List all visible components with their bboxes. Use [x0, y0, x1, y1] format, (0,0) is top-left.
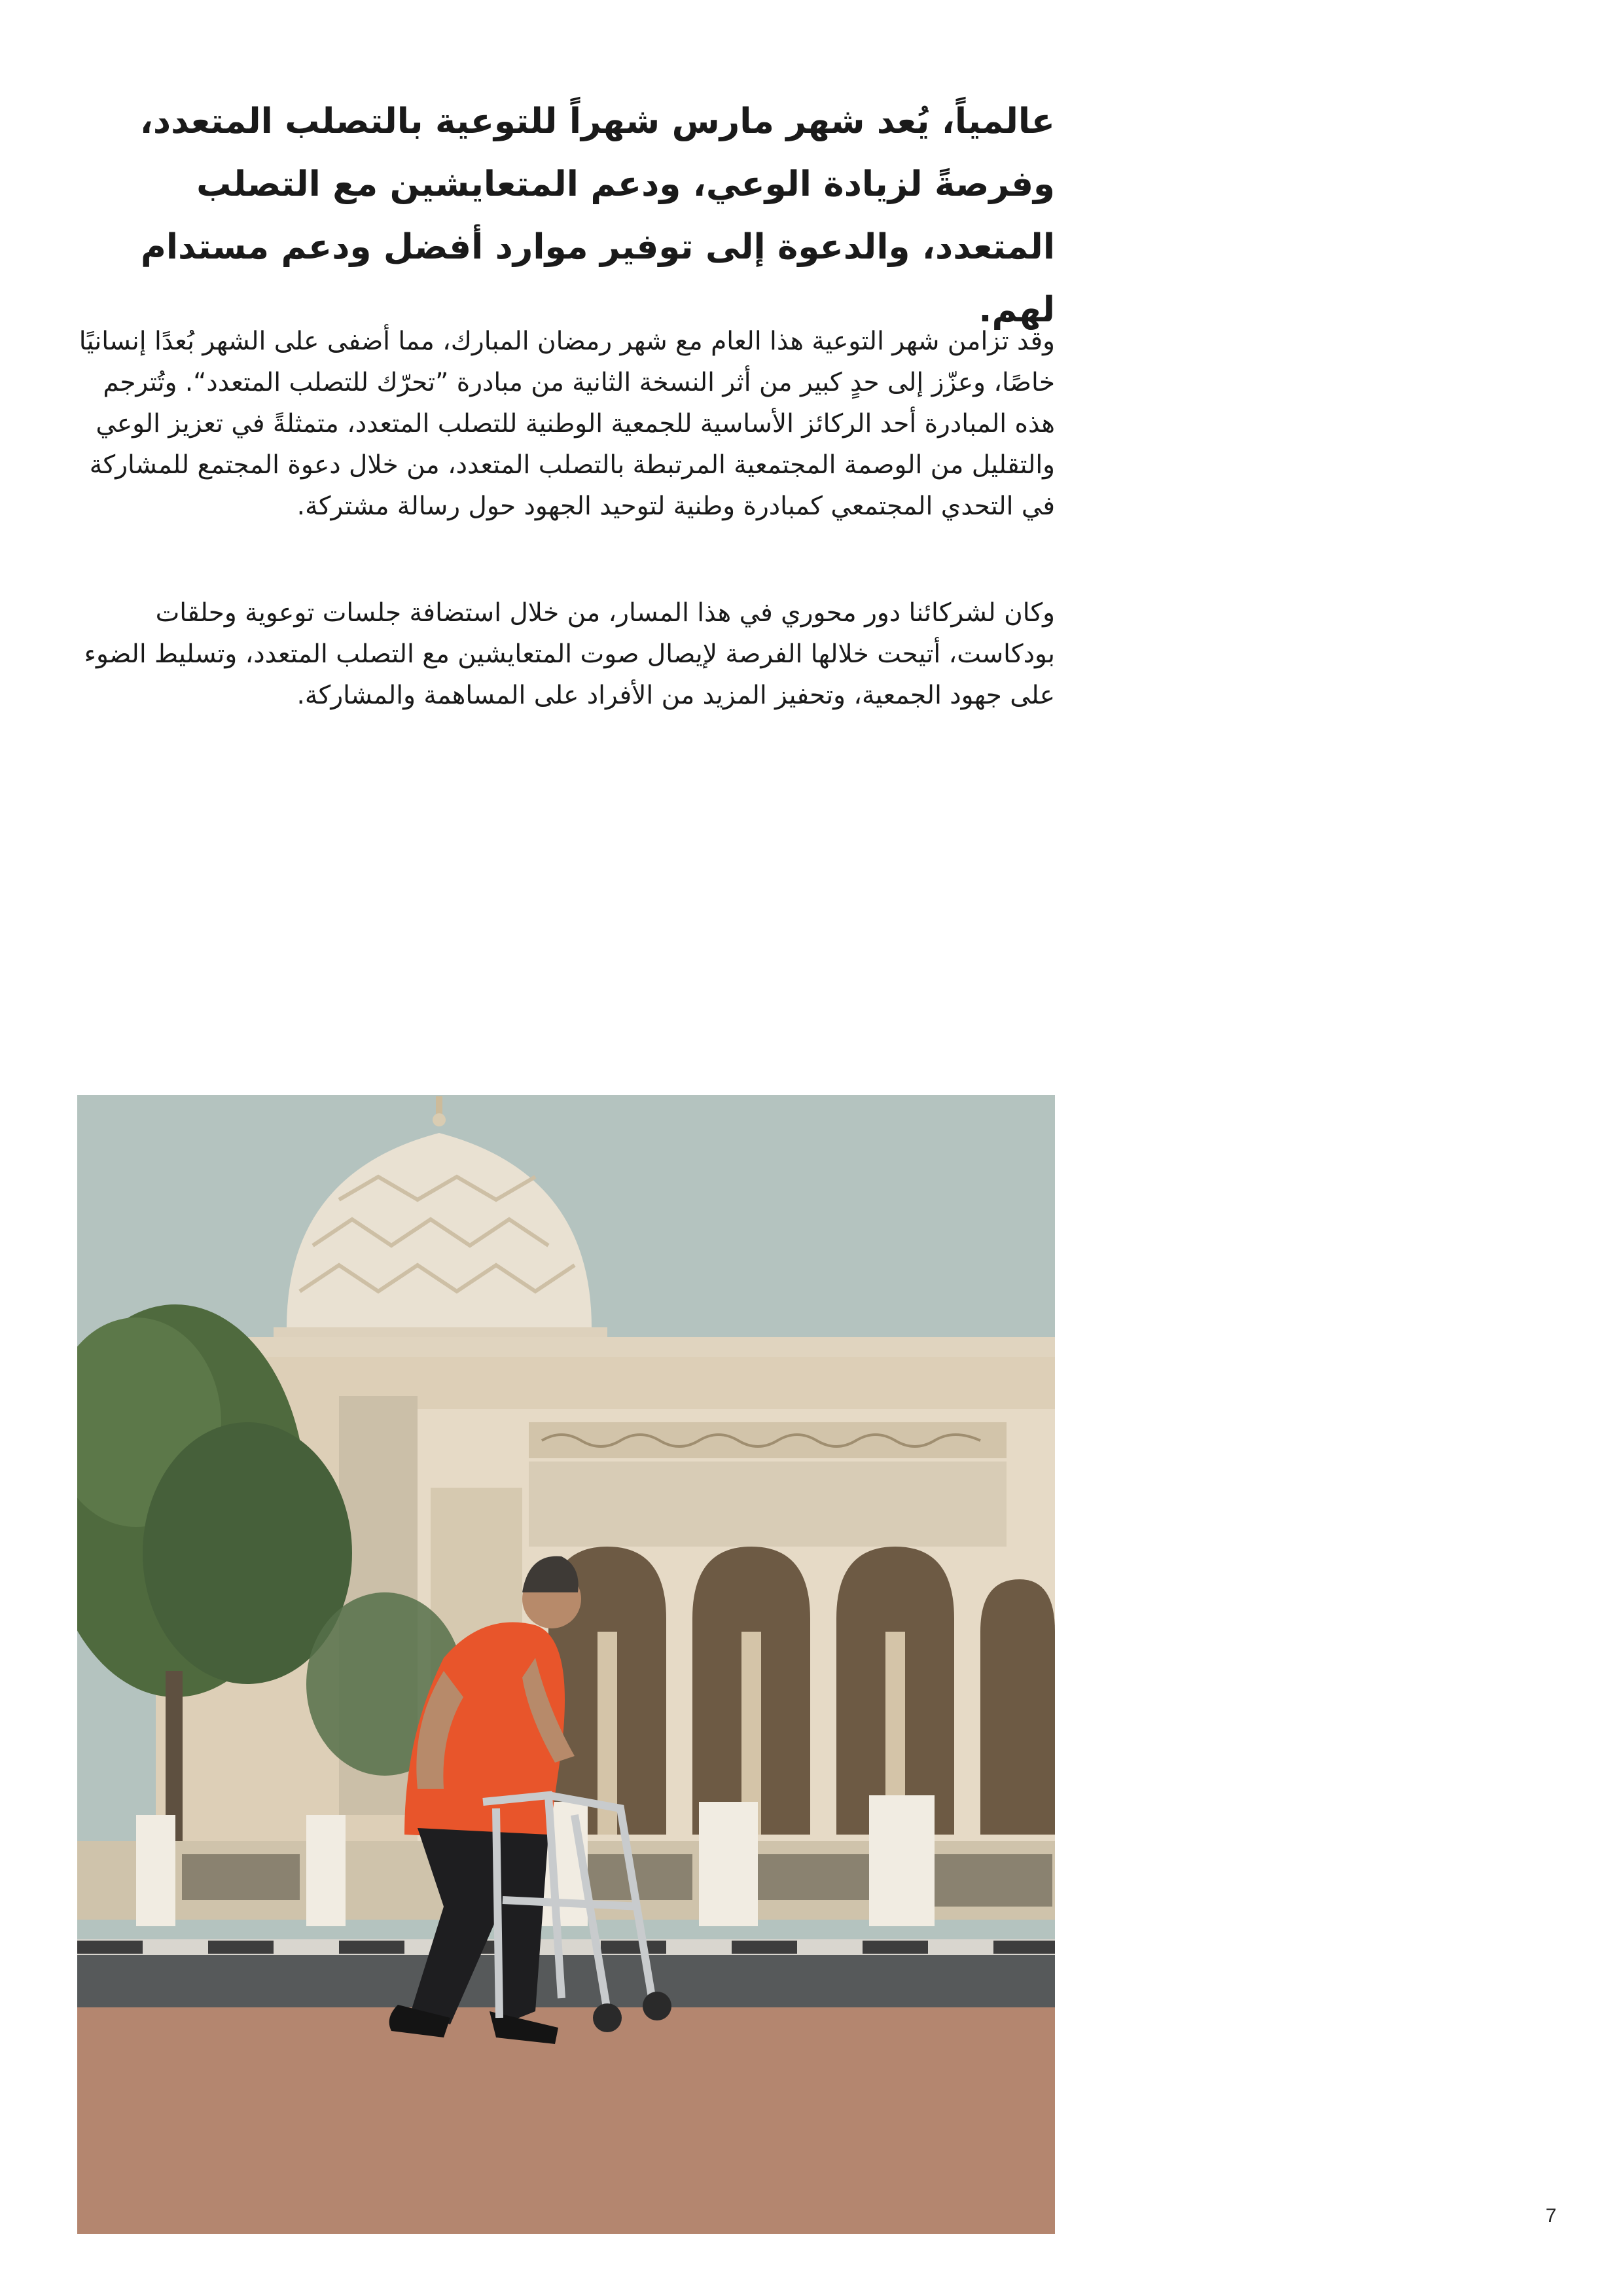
article-headline: عالمياً، يُعد شهر مارس شهراً للتوعية بالتصلب المتعدد، وفرصةً لزيادة الوعي، ودعم المتعايشين مع التصلب المتعدد، والدعوة إلى توفير موارد أفضل ودعم مستدام لهم.: [139, 101, 1055, 330]
photo-man-with-walker-at-mosque: [77, 1095, 1055, 2234]
article-paragraph-1: وقد تزامن شهر التوعية هذا العام مع شهر رمضان المبارك، مما أضفى على الشهر بُعدًا إنسانيًا خاصًا، وعزّز إلى حدٍ كبير من أثر النسخة الثانية من مبادرة ”تحرّك للتصلب المتعدد“. وتُترجم هذه المبادرة أحد الركائز الأساسية للجمعية الوطنية للتصلب المتعدد، متمثلةً في تعزيز الوعي والتقليل من الوصمة المجتمعية المرتبطة بالتصلب المتعدد، من خلال دعوة المجتمع للمشاركة في التحدي المجتمعي كمبادرة وطنية لتوحيد الجهود حول رسالة مشتركة.: [79, 327, 1055, 521]
fence-pillar: [136, 1815, 175, 1926]
page-number: 7: [1545, 2205, 1557, 2227]
dome-finial: [436, 1096, 442, 1116]
road: [77, 1955, 1055, 2007]
article-paragraph-2: وكان لشركائنا دور محوري في هذا المسار، من خلال استضافة جلسات توعوية وحلقات بودكاست، أتيحت خلالها الفرصة لإيصال صوت المتعايشين مع التصلب المتعدد، وتسليط الضوء على جهود الجمعية، وتحفيز المزيد من الأفراد على المساهمة والمشاركة.: [84, 598, 1055, 710]
lattice-panel: [529, 1462, 1007, 1547]
